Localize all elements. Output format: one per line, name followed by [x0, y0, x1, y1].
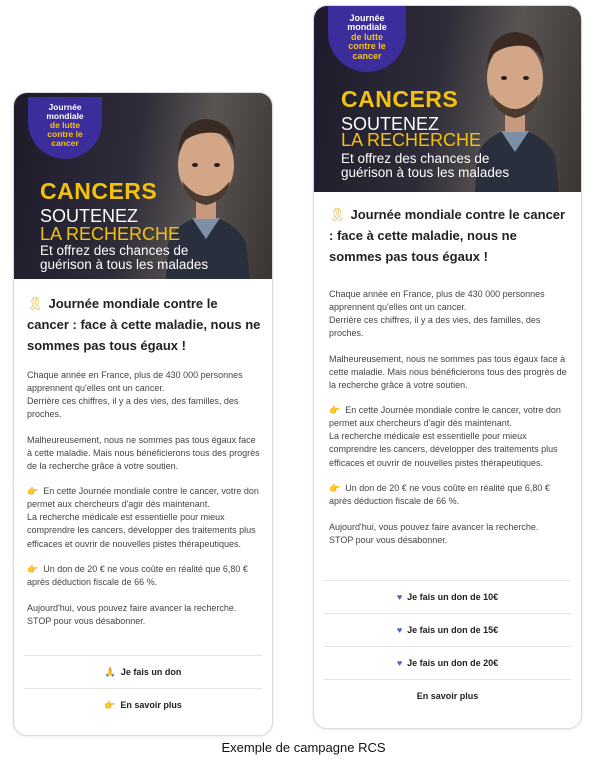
badge-line-3: de lutte [49, 119, 81, 130]
paragraph-1 [329, 288, 569, 340]
donate-button[interactable] [24, 655, 262, 688]
donate-15-button[interactable] [324, 613, 571, 646]
world-cancer-day-badge [328, 6, 406, 72]
blue-heart-icon: ♥ [396, 658, 403, 668]
awareness-ribbon-icon: 🎗 [329, 207, 346, 222]
learn-more-button[interactable] [24, 688, 262, 721]
blue-heart-icon: ♥ [396, 592, 403, 602]
pointing-hand-icon: 👉 [27, 486, 39, 497]
learn-more-label: En savoir plus [416, 691, 479, 701]
paragraph-1b: Derrière ces chiffres, il y a des vies, des familles, des proches. [329, 315, 541, 339]
paragraph-1 [27, 369, 263, 421]
pointing-hand-icon: 👉 [104, 700, 116, 710]
figure-caption: Exemple de campagne RCS [221, 740, 386, 755]
paragraph-3b: La recherche médicale est essentielle pour mieux comprendre les cancers, développer des traitements plus efficaces et ouvrir de nouvelles pistes thérapeutiques. [27, 512, 256, 549]
world-cancer-day-badge [28, 97, 102, 159]
suggested-actions [324, 580, 571, 712]
paragraph-3b: La recherche médicale est essentielle pour mieux comprendre les cancers, développer des traitements plus efficaces et ouvrir de nouvelles pistes thérapeutiques. [329, 431, 558, 468]
badge-line-4: contre le [348, 41, 386, 52]
learn-more-label: En savoir plus [120, 700, 182, 710]
rcs-message-card-left [13, 92, 273, 736]
hero-subtitle-line2: guérison à tous les malades [40, 257, 209, 273]
suggested-actions [24, 655, 262, 721]
paragraph-4 [329, 482, 569, 508]
badge-line-5: cancer [51, 137, 79, 148]
message-body [27, 369, 263, 640]
message-title-text: Journée mondiale contre le cancer : face à cette maladie, nous ne sommes pas tous égaux ! [329, 207, 566, 264]
pointing-hand-icon: 👉 [329, 405, 341, 416]
pointing-hand-icon: 👉 [27, 564, 39, 575]
paragraph-4 [27, 563, 263, 589]
awareness-ribbon-icon: 🎗 [27, 296, 44, 311]
hero-subtitle [40, 244, 208, 272]
paragraph-1b: Derrière ces chiffres, il y a des vies, des familles, des proches. [27, 396, 239, 420]
hero-soutenez-text: SOUTENEZ [341, 114, 440, 134]
paragraph-3a: En cette Journée mondiale contre le cancer, votre don permet aux chercheurs d'agir dès maintenant. [27, 486, 259, 510]
donate-button-label: Je fais un don [120, 667, 182, 677]
badge-line-2: mondiale [46, 110, 84, 121]
message-title [27, 294, 263, 356]
rcs-message-card-right [313, 5, 582, 729]
campaign-hero-image [314, 6, 581, 192]
hero-subtitle [341, 152, 509, 180]
hero-cancers-heading: CANCERS [40, 178, 158, 204]
donate-20-label: Je fais un don de 20€ [407, 658, 499, 668]
paragraph-2: Malheureusement, nous ne sommes pas tous égaux face à cette maladie. Mais nous bénéficierons tous des progrès de la recherche grâce à votre soutien. [27, 434, 260, 471]
badge-line-3: de lutte [350, 31, 383, 42]
message-title [329, 205, 569, 267]
donate-15-label: Je fais un don de 15€ [407, 625, 499, 635]
learn-more-button[interactable] [324, 679, 571, 712]
hero-cancers-heading: CANCERS [341, 86, 459, 112]
paragraph-5b: STOP pour vous désabonner. [27, 615, 146, 626]
paragraph-5b: STOP pour vous désabonner. [329, 534, 448, 545]
pointing-hand-icon: 👉 [329, 483, 341, 494]
paragraph-5a: Aujourd'hui, vous pouvez faire avancer la recherche. [329, 521, 539, 532]
donate-20-button[interactable] [324, 646, 571, 679]
donate-10-label: Je fais un don de 10€ [407, 592, 499, 602]
blue-heart-icon: ♥ [396, 625, 403, 635]
hero-subtitle-line2: guérison à tous les malades [341, 165, 510, 181]
paragraph-3a: En cette Journée mondiale contre le cancer, votre don permet aux chercheurs d'agir dès maintenant. [329, 405, 561, 429]
badge-line-1: Journée [349, 13, 385, 23]
paragraph-5 [329, 521, 569, 547]
badge-line-2: mondiale [347, 22, 387, 33]
paragraph-5a: Aujourd'hui, vous pouvez faire avancer la recherche. [27, 602, 237, 613]
paragraph-1a: Chaque année en France, plus de 430 000 personnes apprennent qu'elles ont un cancer. [329, 289, 545, 313]
campaign-hero-image [14, 93, 272, 279]
badge-line-1: Journée [48, 102, 82, 112]
hero-subtitle-line1: Et offrez des chances de [40, 243, 189, 258]
donate-hand-icon: 🙏 [104, 667, 116, 677]
hero-soutenez-text: SOUTENEZ [40, 206, 139, 226]
paragraph-4-text: Un don de 20 € ne vous coûte en réalité que 6,80 € après déduction fiscale de 66 %. [27, 564, 248, 588]
hero-recherche-text: LA RECHERCHE [40, 224, 181, 244]
badge-line-4: contre le [47, 128, 83, 139]
donate-10-button[interactable] [324, 580, 571, 613]
paragraph-5 [27, 602, 263, 628]
paragraph-3 [27, 485, 263, 550]
paragraph-2: Malheureusement, nous ne sommes pas tous égaux face à cette maladie. Mais nous bénéficierons tous des progrès de la recherche grâce à votre soutien. [329, 353, 567, 390]
badge-line-5: cancer [352, 50, 382, 61]
paragraph-4-text: Un don de 20 € ne vous coûte en réalité que 6,80 € après déduction fiscale de 66 %. [329, 483, 550, 507]
message-title-text: Journée mondiale contre le cancer : face à cette maladie, nous ne sommes pas tous égaux ! [27, 296, 261, 353]
paragraph-3 [329, 404, 569, 469]
paragraph-1a: Chaque année en France, plus de 430 000 personnes apprennent qu'elles ont un cancer. [27, 370, 243, 394]
hero-subtitle-line1: Et offrez des chances de [341, 151, 490, 166]
message-body [329, 288, 569, 559]
hero-recherche-text: LA RECHERCHE [341, 130, 482, 150]
